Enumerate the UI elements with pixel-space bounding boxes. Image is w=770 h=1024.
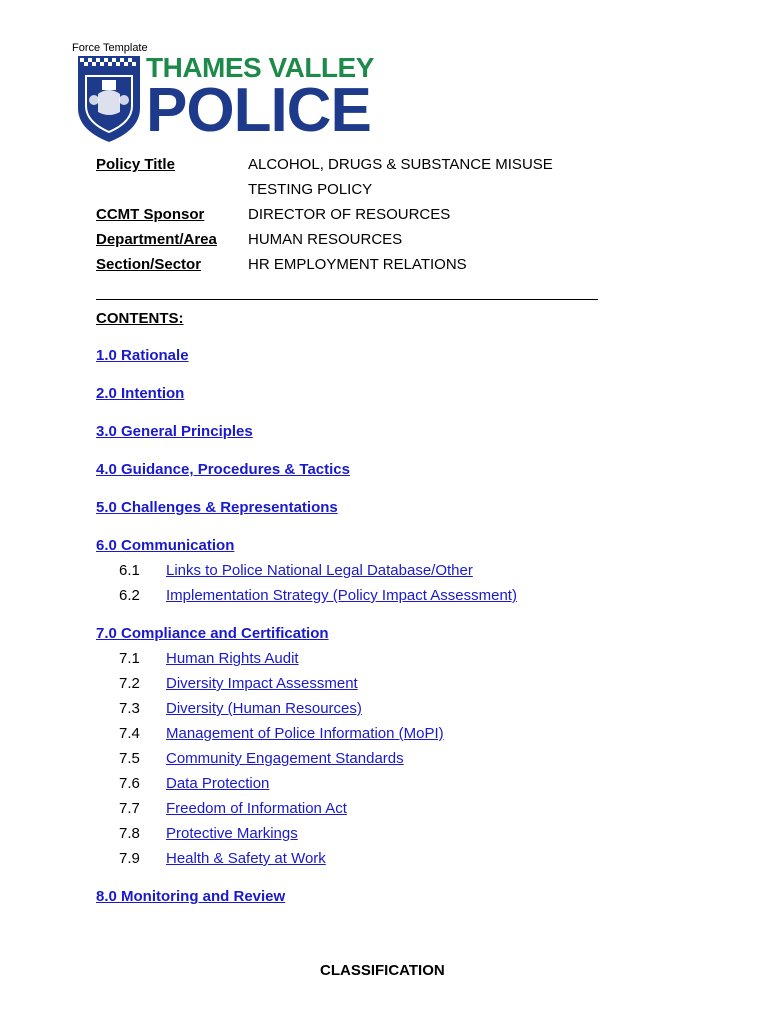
- toc-sub-number: 7.8: [119, 825, 140, 842]
- toc-link-rationale[interactable]: 1.0 Rationale: [96, 347, 189, 364]
- toc-sub-link[interactable]: Management of Police Information (MoPI): [166, 725, 444, 742]
- toc-sub-link[interactable]: Freedom of Information Act: [166, 800, 347, 817]
- toc-sub-link[interactable]: Protective Markings: [166, 825, 298, 842]
- meta-value: DIRECTOR OF RESOURCES: [248, 206, 451, 223]
- toc-sub-number: 6.1: [119, 562, 140, 579]
- toc-subitem: [96, 799, 350, 824]
- toc-subitem: [96, 586, 517, 611]
- toc-sub-link[interactable]: Community Engagement Standards: [166, 750, 404, 767]
- toc-sub-link[interactable]: Links to Police National Legal Database/Other: [166, 562, 473, 579]
- toc-link-general-principles[interactable]: 3.0 General Principles: [96, 423, 253, 440]
- classification-footer: CLASSIFICATION: [320, 962, 445, 979]
- logo-police: POLICE: [146, 76, 371, 145]
- toc-sub-number: 7.4: [119, 725, 140, 742]
- toc-sub-link[interactable]: Data Protection: [166, 775, 270, 792]
- toc-sub-link[interactable]: Human Rights Audit: [166, 650, 299, 667]
- toc-subitem: [96, 699, 362, 724]
- toc-link-compliance[interactable]: 7.0 Compliance and Certification: [96, 625, 329, 642]
- meta-value: ALCOHOL, DRUGS & SUBSTANCE MISUSE: [248, 156, 553, 173]
- toc-sub-number: 7.5: [119, 750, 140, 767]
- toc-subitem: [96, 824, 350, 849]
- toc-sub-link[interactable]: Health & Safety at Work: [166, 850, 326, 867]
- table-of-contents: [96, 346, 517, 912]
- logo-thames-valley: THAMES VALLEY: [146, 52, 374, 83]
- toc-subitem: [96, 561, 473, 586]
- toc-link-intention[interactable]: 2.0 Intention: [96, 385, 185, 402]
- meta-value: TESTING POLICY: [248, 181, 373, 198]
- toc-subitem: [96, 649, 350, 674]
- toc-sub-number: 7.6: [119, 775, 140, 792]
- meta-value: HR EMPLOYMENT RELATIONS: [248, 256, 467, 273]
- toc-subitem: [96, 724, 444, 749]
- horizontal-divider: [96, 299, 598, 300]
- toc-sub-number: 7.3: [119, 700, 140, 717]
- toc-sub-number: 6.2: [119, 587, 140, 604]
- meta-label: Section/Sector: [96, 256, 202, 273]
- toc-link-challenges[interactable]: 5.0 Challenges & Representations: [96, 499, 338, 516]
- toc-sub-link[interactable]: Diversity (Human Resources): [166, 700, 362, 717]
- force-template-label: Force Template: [72, 42, 148, 54]
- meta-value: HUMAN RESOURCES: [248, 231, 403, 248]
- meta-label: Policy Title: [96, 156, 175, 173]
- toc-link-communication[interactable]: 6.0 Communication: [96, 537, 235, 554]
- toc-sub-number: 7.2: [119, 675, 140, 692]
- toc-sub-number: 7.7: [119, 800, 140, 817]
- contents-heading: CONTENTS:: [96, 310, 184, 327]
- meta-label: Department/Area: [96, 231, 217, 248]
- toc-subitem: [96, 674, 358, 699]
- toc-sub-link[interactable]: Implementation Strategy (Policy Impact Assessment): [166, 587, 517, 604]
- police-crest-icon: [78, 56, 140, 142]
- toc-subitem: [96, 749, 404, 774]
- toc-link-monitoring[interactable]: 8.0 Monitoring and Review: [96, 888, 286, 905]
- toc-sub-number: 7.1: [119, 650, 140, 667]
- toc-sub-link[interactable]: Diversity Impact Assessment: [166, 675, 358, 692]
- toc-sub-number: 7.9: [119, 850, 140, 867]
- toc-link-guidance[interactable]: 4.0 Guidance, Procedures & Tactics: [96, 461, 350, 478]
- toc-subitem: [96, 849, 350, 874]
- meta-label: CCMT Sponsor: [96, 206, 205, 223]
- toc-subitem: [96, 774, 350, 799]
